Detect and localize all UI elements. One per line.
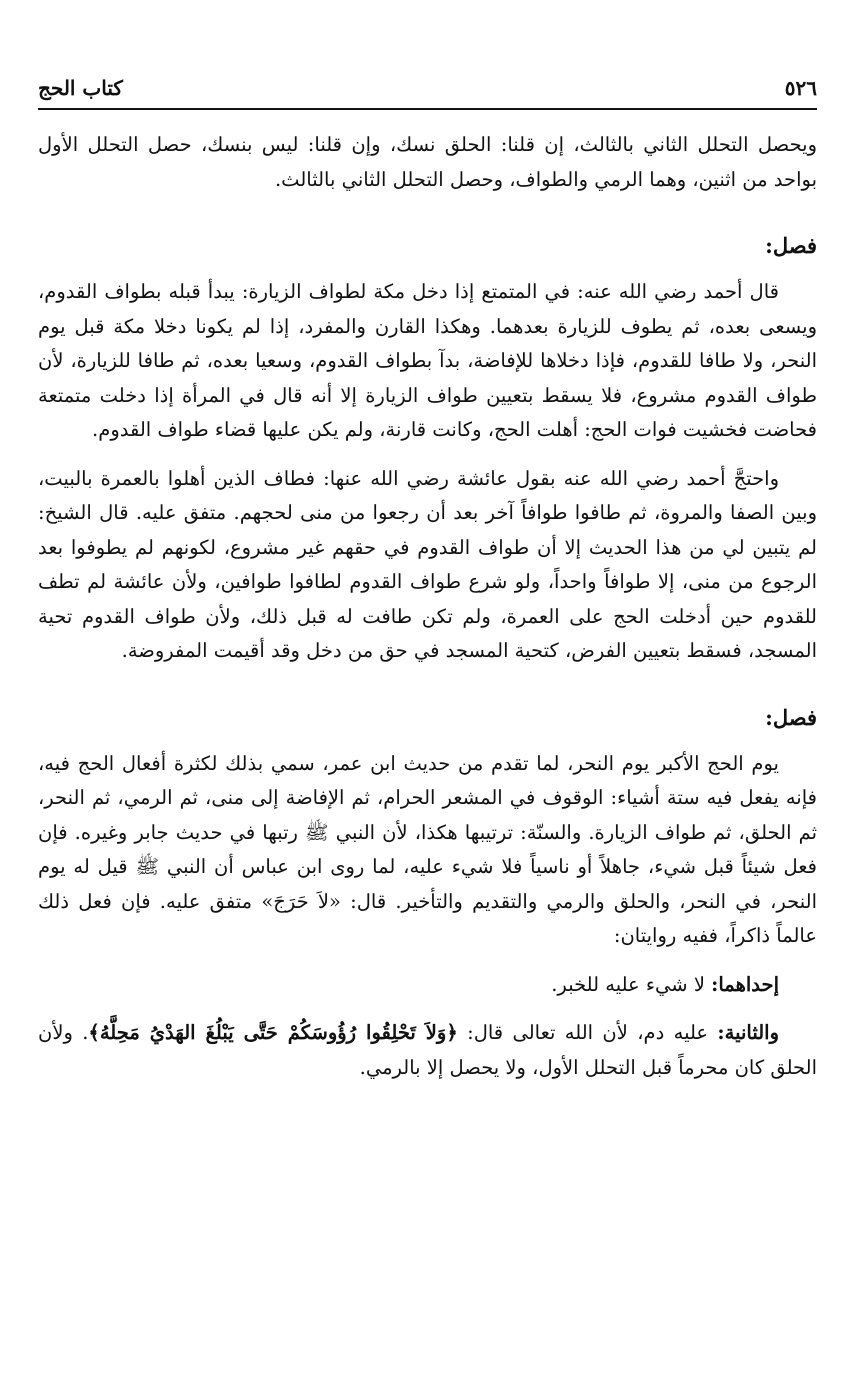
section1-paragraph-1: قال أحمد رضي الله عنه: في المتمتع إذا دخل مكة لطواف الزيارة: يبدأ قبله بطواف القدوم، ويسعى بعده، ثم يطوف للزيارة بعدهما. وهكذا القارن والمفرد، إذا لم يكونا دخلا مكة قبل يوم النحر، ولا طافا للقدوم، فإذا دخلاها للإفاضة، بدآ بطواف القدوم، وسعيا بعده، ثم طافا للزيارة، لأن طواف القدوم مشروع، فلا يسقط بتعيين طواف الزيارة إلا أنه قال في المرأة إذا دخلت متمتعة فحاضت فخشيت فوات الحج: أهلت الحج، وكانت قارنة، ولم يكن عليها قضاء طواف القدوم. xyxy=(38,280,817,441)
section1-paragraph-2: واحتجَّ أحمد رضي الله عنه بقول عائشة رضي الله عنها: فطاف الذين أهلوا بالعمرة بالبيت، وبين الصفا والمروة، ثم طافوا طوافاً آخر بعد أن رجعوا من منى لحجهم. متفق عليه. قال الشيخ: لم يتبين لي من هذا الحديث إلا أن طواف القدوم في حقهم غير مشروع، لكونهم لم يطوفوا بعد الرجوع من منى، إلا طوافاً واحداً، ولو شرع طواف القدوم لطافوا طوافين، ولأن عائشة لم تطف للقدوم حين أدخلت الحج على العمرة، ولم تكن طافت له قبل ذلك، ولأن طواف القدوم تحية المسجد، فسقط بتعيين الفرض، كتحية المسجد في حق من دخل وقد أقيمت المفروضة. xyxy=(38,466,817,662)
first-narration-text: لا شيء عليه للخبر. xyxy=(551,972,705,996)
document-page xyxy=(38,0,817,1377)
section-heading: فصل: xyxy=(765,704,817,730)
second-narration-label: والثانية: xyxy=(717,1021,779,1044)
section2-paragraph-1: يوم الحج الأكبر يوم النحر، لما تقدم من حديث ابن عمر، سمي بذلك لكثرة أفعال الحج فيه، فإنه يفعل فيه ستة أشياء: الوقوف في المشعر الحرام، ثم الإفاضة إلى منى، ثم الرمي، ثم النحر، ثم الحلق، ثم طواف الزيارة. والسنّة: ترتيبها هكذا، لأن النبي ﷺ رتبها في حديث جابر وغيره. فإن فعل شيئاً قبل شيء، جاهلاً أو ناسياً فلا شيء عليه، لما روى ابن عباس أن النبي ﷺ قيل له يوم النحر، في النحر، والحلق والرمي والتقديم والتأخير. قال: «لاَ حَرَجَ» متفق عليه. فإن فعل ذلك عالماً ذاكراً، ففيه روايتان: xyxy=(38,751,817,947)
quran-verse: ﴿وَلاَ تَحْلِقُوا رُؤُوسَكُمْ حَتَّى يَبْلُغَ الهَدْيُ مَحِلَّهُ﴾ xyxy=(88,1021,458,1044)
second-narration-text: عليه دم، لأن الله تعالى قال: xyxy=(467,1021,709,1044)
section-heading: فصل: xyxy=(765,233,817,258)
intro-paragraph: ويحصل التحلل الثاني بالثالث، إن قلنا: الحلق نسك، وإن قلنا: ليس بنسك، حصل التحلل الأول بواحد من اثنين، وهما الرمي والطواف، وحصل التحلل الثاني بالثالث. xyxy=(38,133,817,191)
second-narration-continuation: . ولأن الحلق كان محرماً قبل التحلل الأول، ولا يحصل إلا بالرمي. xyxy=(38,1021,817,1079)
second-narration xyxy=(38,1016,817,1085)
running-title: كتاب الحج xyxy=(38,76,123,100)
page-header xyxy=(38,60,817,110)
page-number: ٥٢٦ xyxy=(784,76,817,100)
first-narration-label: إحداهما: xyxy=(711,972,779,996)
first-narration xyxy=(38,968,817,1003)
page-body xyxy=(38,128,817,1085)
